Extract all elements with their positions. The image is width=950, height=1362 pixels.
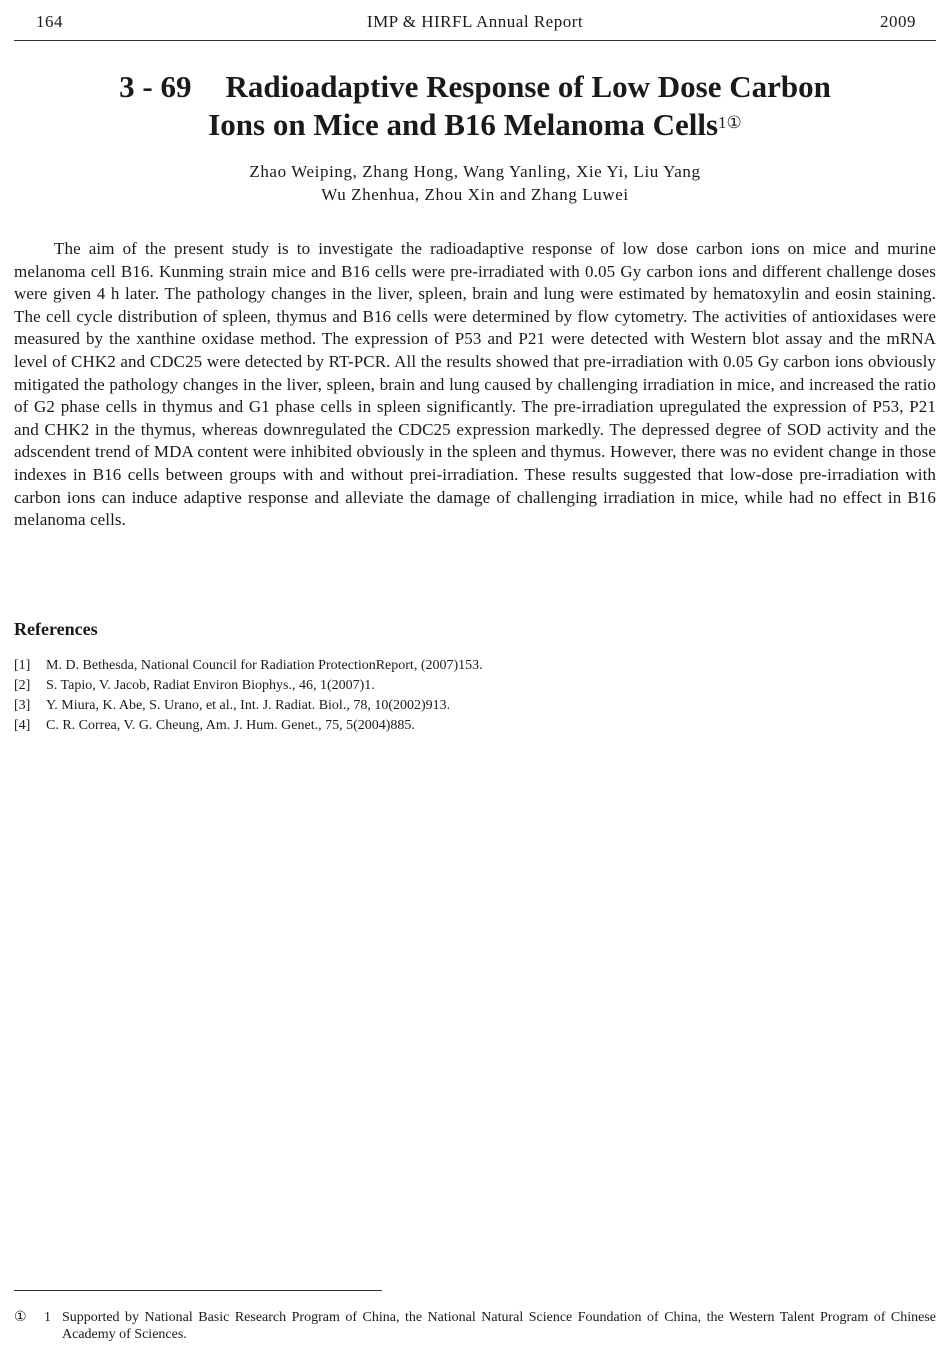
footnote	[14, 1309, 936, 1343]
footnote-number: 1	[44, 1310, 51, 1325]
footnote-mark: ①	[14, 1310, 27, 1325]
abstract-paragraph: The aim of the present study is to investigate the radioadaptive response of low dose carbon ions on mice and murine melanoma cell B16. Kunming strain mice and B16 cells were pre-irradiated with 0.05 Gy carbon ions and different challenge doses were given 4 h later. The pathology changes in the liver, spleen, brain and lung were estimated by hematoxylin and eosin staining. The cell cycle distribution of spleen, thymus and B16 cells were determined by flow cytometry. The activities of antioxidases were measured by the xanthine oxidase method. The expression of P53 and P21 were detected with Western blot assay and the mRNA level of CHK2 and CDC25 were detected by RT-PCR. All the results showed that pre-irradiation with 0.05 Gy carbon ions obviously mitigated the pathology changes in the liver, spleen, brain and lung caused by challenging irradiation in mice, and increased the ratio of G2 phase cells in thymus and G1 phase cells in spleen significantly. The pre-irradiation upregulated the expression of P53, P21 and CHK2 in the thymus, whereas downregulated the CDC25 expression markedly. The depressed degree of SOD activity and the adscendent trend of MDA content were inhibited obviously in the spleen and thymus. However, there was no evident change in those indexes in B16 cells between groups with and without prei-irradiation. These results suggested that low-dose pre-irradiation with carbon ions can induce adaptive response and alleviate the damage of challenging irradiation in mice, while had no effect in B16 melanoma cells.	[14, 239, 936, 530]
reference-item: [1] M. D. Bethesda, National Council for Radiation ProtectionReport, (2007)153.	[14, 658, 483, 673]
reference-list	[14, 656, 936, 736]
report-year: 2009	[880, 12, 916, 31]
authors-line-1: Zhao Weiping, Zhang Hong, Wang Yanling, Xie Yi, Liu Yang	[249, 162, 701, 181]
article-number: 3 - 69	[119, 69, 192, 104]
reference-item: [4] C. R. Correa, V. G. Cheung, Am. J. Hum. Genet., 75, 5(2004)885.	[14, 718, 415, 733]
authors-line-2: Wu Zhenhua, Zhou Xin and Zhang Luwei	[321, 185, 629, 204]
footnote-text: Supported by National Basic Research Program of China, the National Natural Science Foundation of China, the Western Talent Program of Chinese Academy of Sciences.	[62, 1310, 936, 1342]
title-line-2: Ions on Mice and B16 Melanoma Cells$^{1①}$	[208, 107, 742, 142]
article-title	[0, 68, 950, 144]
author-list	[0, 160, 950, 206]
title-footnote-mark: 1①	[718, 113, 742, 132]
page-number: 164	[36, 12, 63, 31]
journal-name: IMP & HIRFL Annual Report	[366, 12, 584, 31]
footnote-divider	[14, 1290, 382, 1291]
reference-item: [2] S. Tapio, V. Jacob, Radiat Environ Biophys., 46, 1(2007)1.	[14, 678, 375, 693]
running-header	[14, 10, 936, 41]
reference-item: [3] Y. Miura, K. Abe, S. Urano, et al., Int. J. Radiat. Biol., 78, 10(2002)913.	[14, 698, 451, 713]
title-line-1: 3 - 69 Radioadaptive Response of Low Dose Carbon	[119, 69, 831, 104]
references-heading: References	[14, 619, 98, 639]
